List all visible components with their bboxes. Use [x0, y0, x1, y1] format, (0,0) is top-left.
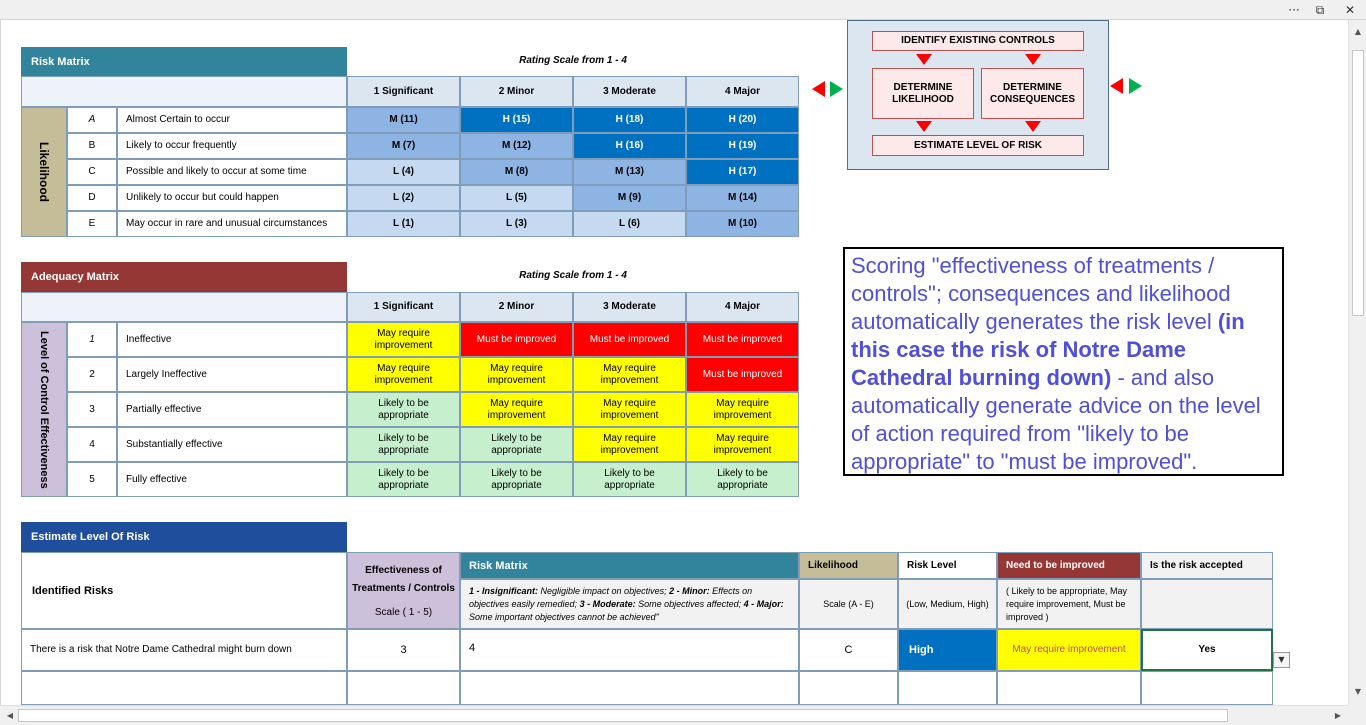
risk-row-code: C [67, 159, 117, 185]
adequacy-col-2: 2 Minor [460, 292, 573, 322]
adequacy-cell[interactable]: Likely to be appropriate [686, 462, 799, 497]
risk-matrix-header-blank [21, 76, 347, 107]
flow-estimate-risk: ESTIMATE LEVEL OF RISK [872, 135, 1084, 156]
empty-row-cell[interactable] [898, 671, 997, 705]
adequacy-cell[interactable]: May require improvement [686, 392, 799, 427]
empty-row-cell[interactable] [1141, 671, 1273, 705]
adequacy-row-desc: Largely Ineffective [117, 357, 347, 392]
risk-cell[interactable]: L (3) [460, 211, 573, 237]
need-improved-scale: ( Likely to be appropriate, May require improvement, Must be improved ) [997, 579, 1141, 629]
note-text-part1: Scoring "effectiveness of treatments / controls"; consequences and likelihood automatically generates the risk level [851, 253, 1231, 334]
arrow-down-icon [1025, 121, 1041, 132]
adequacy-row-code: 5 [67, 462, 117, 497]
adequacy-cell[interactable]: Likely to be appropriate [460, 427, 573, 462]
ellipsis-icon[interactable]: ··· [1288, 3, 1300, 17]
risk-row-desc: Almost Certain to occur [117, 107, 347, 133]
risk-row-desc: May occur in rare and unusual circumstances [117, 211, 347, 237]
risk-cell[interactable]: M (14) [686, 185, 799, 211]
left-border [0, 20, 1, 705]
arrow-right-icon[interactable] [830, 81, 843, 97]
risk-cell[interactable]: H (20) [686, 107, 799, 133]
adequacy-cell[interactable]: Likely to be appropriate [573, 462, 686, 497]
window-titlebar [0, 0, 1366, 20]
adequacy-cell[interactable]: Must be improved [573, 322, 686, 357]
risk-matrix-scale-title: Rating Scale from 1 - 4 [519, 55, 627, 66]
risk-accepted-value-cell[interactable]: Yes [1141, 629, 1273, 671]
likelihood-label-text: Likelihood [37, 142, 51, 202]
arrow-down-icon [916, 54, 932, 65]
adequacy-row-desc: Substantially effective [117, 427, 347, 462]
risk-row-desc: Likely to occur frequently [117, 133, 347, 159]
adequacy-col-4: 4 Major [686, 292, 799, 322]
risk-row-code: D [67, 185, 117, 211]
arrow-left-icon[interactable] [1110, 78, 1123, 94]
empty-row-cell[interactable] [997, 671, 1141, 705]
scrollbar-corner [1348, 705, 1366, 725]
effectiveness-header-text: Effectiveness of Treatments / Controls [352, 564, 455, 594]
adequacy-cell[interactable]: Likely to be appropriate [347, 392, 460, 427]
risk-row-desc: Unlikely to occur but could happen [117, 185, 347, 211]
adequacy-cell[interactable]: May require improvement [460, 392, 573, 427]
risk-row-code: B [67, 133, 117, 159]
adequacy-cell[interactable]: Must be improved [686, 322, 799, 357]
scroll-left-icon[interactable]: ◀ [6, 711, 14, 720]
adequacy-matrix-title: Adequacy Matrix [21, 262, 347, 292]
scroll-right-icon[interactable]: ▶ [1334, 711, 1342, 720]
risk-matrix-title: Risk Matrix [21, 47, 347, 76]
risk-matrix-column-header: Risk Matrix [460, 552, 799, 579]
risk-cell[interactable]: H (18) [573, 107, 686, 133]
adequacy-matrix-scale-title: Rating Scale from 1 - 4 [519, 270, 627, 281]
note-text-bold: (in this case the risk of Notre Dame Cathedral burning down) [851, 309, 1245, 390]
estimate-risk-title: Estimate Level Of Risk [21, 522, 347, 552]
arrow-left-icon[interactable] [812, 81, 825, 97]
adequacy-cell[interactable]: Likely to be appropriate [347, 462, 460, 497]
need-improved-value-cell[interactable]: May require improvement [997, 629, 1141, 671]
risk-cell[interactable]: M (12) [460, 133, 573, 159]
adequacy-row-code: 1 [67, 322, 117, 357]
adequacy-row-desc: Ineffective [117, 322, 347, 357]
adequacy-cell[interactable]: Must be improved [460, 322, 573, 357]
adequacy-row-code: 3 [67, 392, 117, 427]
effectiveness-header [347, 552, 460, 629]
empty-row-cell[interactable] [347, 671, 460, 705]
risk-cell[interactable]: L (1) [347, 211, 460, 237]
risk-cell[interactable]: M (7) [347, 133, 460, 159]
risk-cell[interactable]: M (13) [573, 159, 686, 185]
risk-cell[interactable]: H (15) [460, 107, 573, 133]
scroll-down-icon[interactable]: ▼ [1354, 687, 1362, 696]
adequacy-header-blank [21, 292, 347, 322]
risk-col-3: 3 Moderate [573, 76, 686, 107]
identified-risks-header: Identified Risks [21, 552, 347, 629]
adequacy-cell[interactable]: May require improvement [347, 322, 460, 357]
close-icon[interactable]: ✕ [1344, 3, 1356, 17]
risk-row-desc: Possible and likely to occur at some time [117, 159, 347, 185]
adequacy-cell[interactable]: May require improvement [460, 357, 573, 392]
adequacy-col-3: 3 Moderate [573, 292, 686, 322]
risk-cell[interactable]: H (17) [686, 159, 799, 185]
adequacy-cell[interactable]: Must be improved [686, 357, 799, 392]
note-text-part2: - and also automatically generate advice on the level of action required from "likely to be appropriate" to "must be improved". [851, 365, 1261, 474]
risk-col-4: 4 Major [686, 76, 799, 107]
risk-cell[interactable]: L (4) [347, 159, 460, 185]
scale-description-text: 1 - Insignificant: Negligible impact on objectives; 2 - Minor: Effects on objectives easily remedied; 3 - Moderate: Some objectives affected; 4 - Major: Some important objectives cannot be achieved" [469, 585, 784, 622]
flow-determine-consequences: DETERMINE CONSEQUENCES [981, 68, 1084, 119]
risk-col-1: 1 Significant [347, 76, 460, 107]
chevron-down-icon[interactable]: ▼ [1273, 652, 1290, 668]
risk-cell[interactable]: L (2) [347, 185, 460, 211]
adequacy-cell[interactable]: Likely to be appropriate [460, 462, 573, 497]
adequacy-cell[interactable]: May require improvement [347, 357, 460, 392]
control-effectiveness-label-text: Level of Control Effectiveness [38, 330, 50, 489]
risk-row-code: A [67, 107, 117, 133]
risk-cell[interactable]: M (9) [573, 185, 686, 211]
adequacy-row-desc: Fully effective [117, 462, 347, 497]
adequacy-col-1: 1 Significant [347, 292, 460, 322]
effectiveness-value-cell[interactable]: 3 [347, 629, 460, 671]
likelihood-column-header: Likelihood [799, 552, 898, 579]
risk-accepted-scale-blank [1141, 579, 1273, 629]
consequence-value-cell[interactable]: 4 [460, 629, 799, 671]
risk-level-value-cell[interactable]: High [898, 629, 997, 671]
vertical-scroll-thumb[interactable] [1352, 50, 1364, 316]
likelihood-value-cell[interactable]: C [799, 629, 898, 671]
risk-cell[interactable]: M (11) [347, 107, 460, 133]
flow-determine-likelihood: DETERMINE LIKELIHOOD [872, 68, 974, 119]
scroll-up-icon[interactable]: ▲ [1354, 27, 1362, 36]
empty-row-cell[interactable] [21, 671, 347, 705]
risk-cell[interactable]: H (16) [573, 133, 686, 159]
adequacy-cell[interactable]: May require improvement [573, 427, 686, 462]
risk-description-cell[interactable]: There is a risk that Notre Dame Cathedral might burn down [21, 629, 347, 671]
arrow-down-icon [1025, 54, 1041, 65]
risk-cell[interactable]: M (10) [686, 211, 799, 237]
risk-level-scale: (Low, Medium, High) [898, 579, 997, 629]
adequacy-row-code: 2 [67, 357, 117, 392]
flow-identify-controls: IDENTIFY EXISTING CONTROLS [872, 31, 1084, 51]
empty-row-cell[interactable] [460, 671, 799, 705]
adequacy-cell[interactable]: May require improvement [573, 357, 686, 392]
adequacy-cell[interactable]: Likely to be appropriate [347, 427, 460, 462]
adequacy-row-desc: Partially effective [117, 392, 347, 427]
risk-cell[interactable]: L (6) [573, 211, 686, 237]
horizontal-scrollbar[interactable] [0, 705, 1348, 725]
restore-icon[interactable]: ⧉ [1315, 3, 1325, 17]
control-effectiveness-side-label [21, 322, 67, 497]
need-improved-column-header: Need to be improved [997, 552, 1141, 579]
adequacy-row-code: 4 [67, 427, 117, 462]
adequacy-cell[interactable]: May require improvement [686, 427, 799, 462]
risk-cell[interactable]: M (8) [460, 159, 573, 185]
process-flow-diagram [847, 20, 1109, 170]
explanation-text-box[interactable] [843, 247, 1284, 476]
risk-accepted-column-header: Is the risk accepted [1141, 552, 1273, 579]
arrow-right-icon[interactable] [1129, 78, 1142, 94]
risk-row-code: E [67, 211, 117, 237]
effectiveness-scale-text: Scale ( 1 - 5) [374, 607, 433, 619]
adequacy-cell[interactable]: May require improvement [573, 392, 686, 427]
risk-cell[interactable]: H (19) [686, 133, 799, 159]
likelihood-scale: Scale (A - E) [799, 579, 898, 629]
likelihood-side-label [21, 107, 67, 237]
risk-matrix-scale-description [460, 579, 799, 629]
empty-row-cell[interactable] [799, 671, 898, 705]
horizontal-scroll-thumb[interactable] [18, 709, 1228, 722]
risk-level-column-header: Risk Level [898, 552, 997, 579]
arrow-down-icon [916, 121, 932, 132]
risk-cell[interactable]: L (5) [460, 185, 573, 211]
risk-col-2: 2 Minor [460, 76, 573, 107]
vertical-scrollbar[interactable] [1348, 20, 1366, 705]
